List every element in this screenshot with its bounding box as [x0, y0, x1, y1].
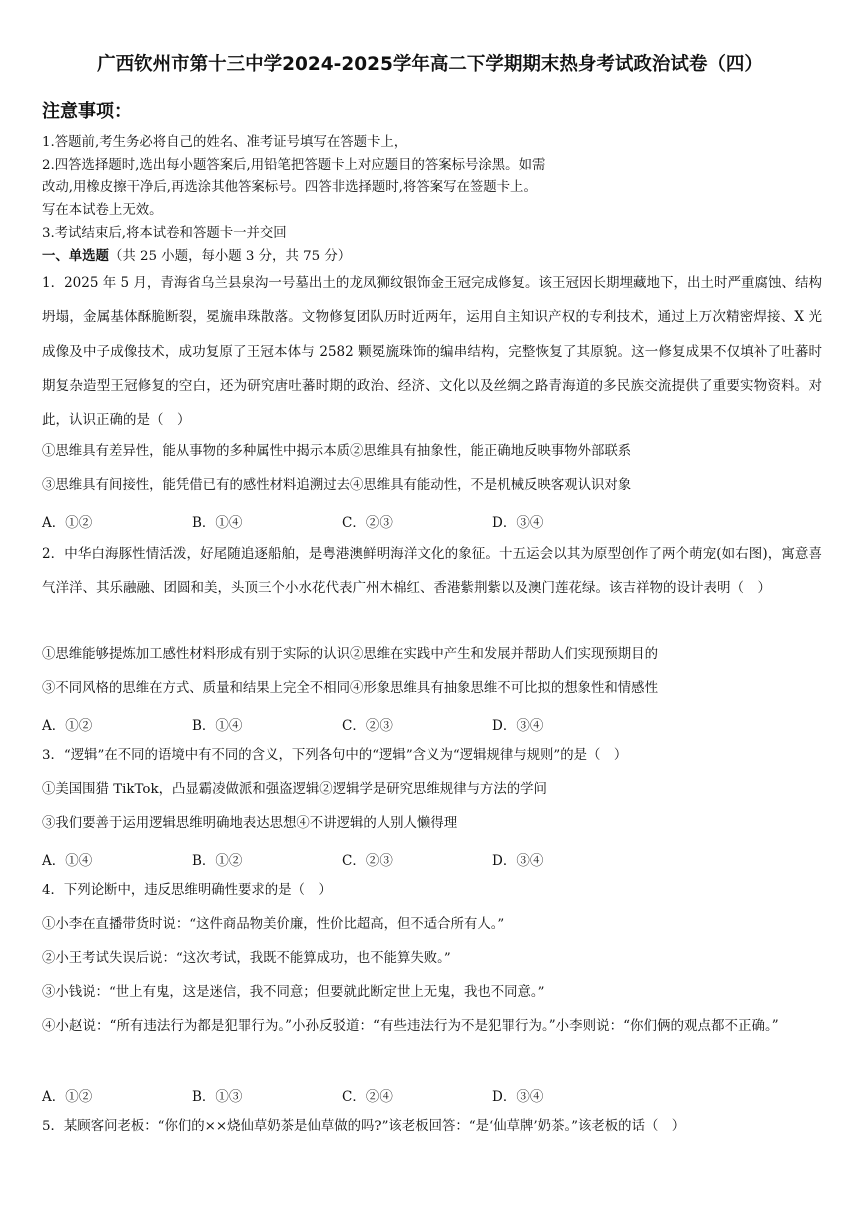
option-c: C．②③ — [342, 718, 393, 734]
question-stem-5: 5．某顾客问老板：“你们的××烧仙草奶茶是仙草做的吗?”该老板回答：“是‘仙草牌’奶茶。”该老板的话（ ） — [42, 1119, 686, 1134]
section-label: 一、单选题 — [42, 249, 109, 264]
section-meta: （共 25 小题，每小题 3 分，共 75 分） — [108, 249, 352, 264]
question-item: ①思维能够提炼加工感性材料形成有别于实际的认识②思维在实践中产生和发展并帮助人们实现预期目的 — [42, 647, 658, 662]
question-item: ③我们要善于运用逻辑思维明确地表达思想④不讲逻辑的人别人懒得理 — [42, 816, 458, 831]
question-stem-4: 4．下列论断中，违反思维明确性要求的是（ ） — [42, 883, 332, 898]
option-b: B．①④ — [192, 515, 243, 531]
question-item: ①美国围猎 TikTok，凸显霸凌做派和强盗逻辑②逻辑学是研究思维规律与方法的学问 — [42, 782, 547, 797]
option-b: B．①③ — [192, 1089, 243, 1105]
option-a: A．①② — [42, 718, 93, 734]
option-a: A．①② — [42, 515, 93, 531]
option-d: D．③④ — [492, 1089, 544, 1105]
notice-line: 写在本试卷上无效。 — [42, 203, 163, 218]
option-d: D．③④ — [492, 515, 544, 531]
question-options-3 — [42, 849, 822, 867]
question-item: ③思维具有间接性，能凭借已有的感性材料追溯过去④思维具有能动性，不是机械反映客观认识对象 — [42, 478, 632, 493]
option-a: A．①② — [42, 1089, 93, 1105]
notice-line: 改动,用橡皮擦干净后,再选涂其他答案标号。四答非选择题时,将答案写在签题卡上。 — [42, 180, 537, 195]
notice-line: 2.四答选择题时,选出每小题答案后,用铅笔把答题卡上对应题目的答案标号涂黑。如需 — [42, 158, 546, 173]
question-stem-1: 1．2025 年 5 月，青海省乌兰县泉沟一号墓出土的龙凤狮纹银饰金王冠完成修复。该王冠因长期埋藏地下，出土时严重腐蚀、结构坍塌，金属基体酥脆断裂，冕旒串珠散落。文物修复团队历时近两年，运用自主知识产权的专利技术，通过上万次精密焊接、X 光成像及中子成像技术，成功复原了王冠本体与 2582 颗冕旒珠饰的编串结构，完整恢复了其原貌。这一修复成果不仅填补了吐蕃时期复杂造型王冠修复的空白，还为研究唐吐蕃时期的政治、经济、文化以及丝绸之路青海道的多民族交流提供了重要实物资料。对此，认识正确的是（ ） — [42, 275, 822, 429]
question-item: ③不同风格的思维在方式、质量和结果上完全不相同④形象思维具有抽象思维不可比拟的想象性和情感性 — [42, 681, 658, 696]
option-d: D．③④ — [492, 853, 544, 869]
question-item: ②小王考试失误后说：“这次考试，我既不能算成功，也不能算失败。” — [42, 951, 451, 966]
option-c: C．②③ — [342, 515, 393, 531]
question-item: ④小赵说：“所有违法行为都是犯罪行为。”小孙反驳道：“有些违法行为不是犯罪行为。”小李则说：“你们俩的观点都不正确。” — [42, 1018, 779, 1034]
option-a: A．①④ — [42, 853, 93, 869]
question-stem-3: 3．“逻辑”在不同的语境中有不同的含义，下列各句中的“逻辑”含义为“逻辑规律与规则”的是（ ） — [42, 748, 628, 763]
option-c: C．②③ — [342, 853, 393, 869]
question-options-4 — [42, 1085, 822, 1103]
exam-title: 广西钦州市第十三中学2024-2025学年高二下学期期末热身考试政治试卷（四） — [97, 54, 763, 75]
notice-heading: 注意事项： — [42, 101, 132, 122]
section-title — [42, 248, 351, 266]
question-stem-2: 2．中华白海豚性情活泼，好尾随追逐船舶，是粤港澳鲜明海洋文化的象征。十五运会以其为原型创作了两个萌宠(如右图)，寓意喜气洋洋、其乐融融、团圆和美，头顶三个小水花代表广州木棉红、香港紫荆紫以及澳门莲花绿。该吉祥物的设计表明（ ） — [42, 546, 822, 597]
option-c: C．②④ — [342, 1089, 393, 1105]
question-item: ③小钱说：“世上有鬼，这是迷信，我不同意；但要就此断定世上无鬼，我也不同意。” — [42, 985, 545, 1000]
question-options-1 — [42, 511, 822, 529]
option-b: B．①② — [192, 853, 243, 869]
question-options-2 — [42, 714, 822, 732]
notice-line: 1.答题前,考生务必将自己的姓名、准考证号填写在答题卡上， — [42, 135, 408, 150]
question-item: ①小李在直播带货时说：“这件商品物美价廉，性价比超高，但不适合所有人。” — [42, 917, 505, 932]
option-d: D．③④ — [492, 718, 544, 734]
notice-line: 3.考试结束后,将本试卷和答题卡一并交回 — [42, 226, 287, 241]
question-item: ①思维具有差异性，能从事物的多种属性中揭示本质②思维具有抽象性，能正确地反映事物外部联系 — [42, 444, 632, 459]
option-b: B．①④ — [192, 718, 243, 734]
